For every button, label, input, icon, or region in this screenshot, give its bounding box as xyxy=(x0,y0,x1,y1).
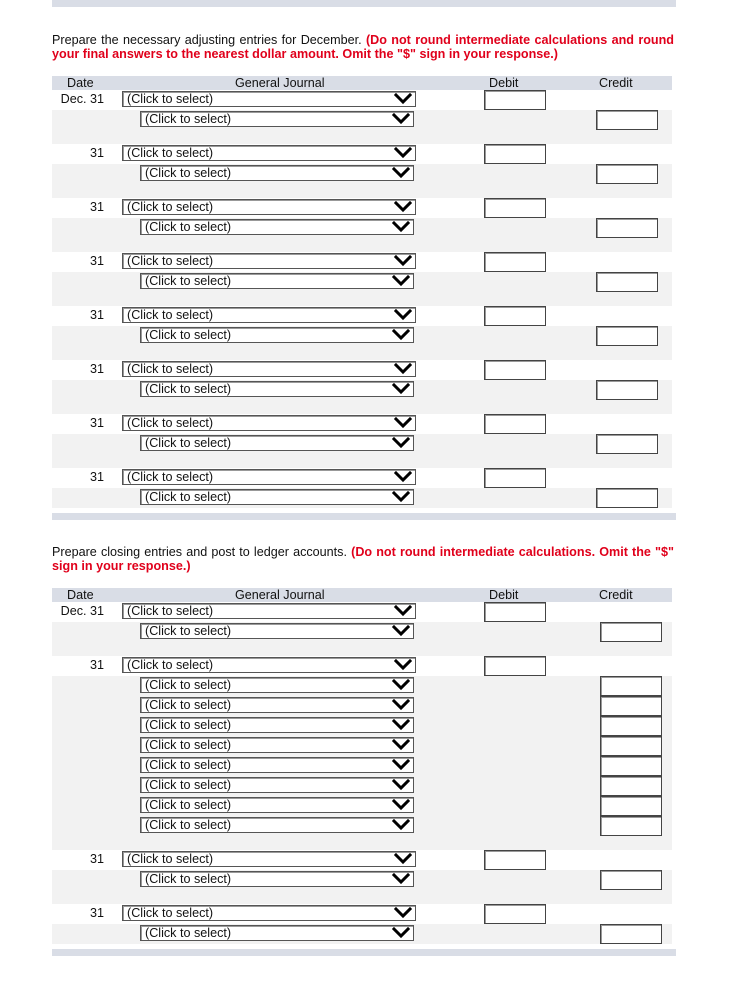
chevron-down-icon xyxy=(394,255,412,267)
select-value: (Click to select) xyxy=(145,758,232,772)
entry-spacer xyxy=(52,400,672,414)
select-value: (Click to select) xyxy=(145,328,232,342)
chevron-down-icon xyxy=(392,221,410,233)
credit-account-select[interactable] xyxy=(140,435,414,451)
credit-account-select[interactable] xyxy=(140,925,414,941)
debit-account-select[interactable] xyxy=(122,307,416,323)
chevron-down-icon xyxy=(392,437,410,449)
journal-row-debit xyxy=(52,360,672,380)
journal-row-debit xyxy=(52,306,672,326)
journal-row-debit xyxy=(52,198,672,218)
adjusting-instructions xyxy=(52,33,674,61)
entry-date: Dec. 31 xyxy=(60,92,104,106)
journal-row-credit xyxy=(52,272,672,292)
credit-amount-input[interactable] xyxy=(600,676,662,696)
select-value: (Click to select) xyxy=(145,678,232,692)
journal-row-credit xyxy=(52,110,672,130)
entry-spacer xyxy=(52,184,672,198)
journal-row-debit xyxy=(52,252,672,272)
date-header: Date xyxy=(67,588,94,602)
chevron-down-icon xyxy=(394,309,412,321)
chevron-down-icon xyxy=(392,927,410,939)
entry-date: 31 xyxy=(89,200,104,214)
debit-account-select[interactable] xyxy=(122,91,416,107)
select-value: (Click to select) xyxy=(127,200,214,214)
entry-spacer xyxy=(52,642,672,656)
chevron-down-icon xyxy=(394,147,412,159)
credit-amount-input[interactable] xyxy=(596,434,658,454)
select-value: (Click to select) xyxy=(145,926,232,940)
chevron-down-icon xyxy=(394,659,412,671)
journal-row-credit xyxy=(52,796,672,816)
journal-row-credit xyxy=(52,870,672,890)
credit-account-select[interactable] xyxy=(140,737,414,753)
entry-date: 31 xyxy=(89,906,104,920)
journal-row-credit xyxy=(52,816,672,836)
chevron-down-icon xyxy=(394,417,412,429)
entry-date: Dec. 31 xyxy=(60,604,104,618)
date-header: Date xyxy=(67,76,94,90)
credit-amount-input[interactable] xyxy=(596,488,658,508)
journal-row-credit xyxy=(52,434,672,454)
entry-spacer xyxy=(52,238,672,252)
chevron-down-icon xyxy=(394,907,412,919)
credit-header: Credit xyxy=(599,588,633,602)
debit-header: Debit xyxy=(489,76,519,90)
debit-account-select[interactable] xyxy=(122,415,416,431)
credit-amount-input[interactable] xyxy=(600,696,662,716)
debit-amount-input[interactable] xyxy=(484,414,546,434)
credit-account-select[interactable] xyxy=(140,697,414,713)
table-header xyxy=(52,76,672,90)
debit-amount-input[interactable] xyxy=(484,850,546,870)
journal-row-debit xyxy=(52,656,672,676)
select-value: (Click to select) xyxy=(145,872,232,886)
entry-date: 31 xyxy=(89,254,104,268)
journal-row-credit xyxy=(52,696,672,716)
chevron-down-icon xyxy=(392,383,410,395)
debit-account-select[interactable] xyxy=(122,603,416,619)
select-value: (Click to select) xyxy=(145,166,232,180)
entry-date: 31 xyxy=(89,852,104,866)
closing-instructions-warning: (Do not round intermediate calculations. Omit the "$" sign in your response.) xyxy=(52,545,674,573)
chevron-down-icon xyxy=(392,491,410,503)
select-value: (Click to select) xyxy=(127,604,214,618)
debit-account-select[interactable] xyxy=(122,469,416,485)
journal-row-credit xyxy=(52,488,672,508)
entry-date: 31 xyxy=(89,146,104,160)
journal-row-credit xyxy=(52,622,672,642)
debit-account-select[interactable] xyxy=(122,905,416,921)
entry-spacer xyxy=(52,292,672,306)
chevron-down-icon xyxy=(392,113,410,125)
select-value: (Click to select) xyxy=(127,906,214,920)
credit-account-select[interactable] xyxy=(140,777,414,793)
credit-amount-input[interactable] xyxy=(600,736,662,756)
entry-spacer xyxy=(52,836,672,850)
credit-account-select[interactable] xyxy=(140,717,414,733)
credit-account-select[interactable] xyxy=(140,165,414,181)
chevron-down-icon xyxy=(394,201,412,213)
chevron-down-icon xyxy=(394,93,412,105)
debit-account-select[interactable] xyxy=(122,199,416,215)
section-divider xyxy=(52,513,676,520)
debit-amount-input[interactable] xyxy=(484,144,546,164)
credit-account-select[interactable] xyxy=(140,219,414,235)
debit-account-select[interactable] xyxy=(122,361,416,377)
credit-account-select[interactable] xyxy=(140,817,414,833)
closing-instructions xyxy=(52,545,674,573)
credit-amount-input[interactable] xyxy=(600,716,662,736)
journal-row-credit xyxy=(52,218,672,238)
entry-date: 31 xyxy=(89,362,104,376)
debit-account-select[interactable] xyxy=(122,253,416,269)
general-journal-header: General Journal xyxy=(235,76,325,90)
debit-amount-input[interactable] xyxy=(484,360,546,380)
chevron-down-icon xyxy=(392,167,410,179)
select-value: (Click to select) xyxy=(127,254,214,268)
adjusting-instructions-warning: (Do not round intermediate calculations and round your final answers to the nearest dollar amount. Omit the "$" sign in your response.) xyxy=(52,33,675,61)
general-journal-header: General Journal xyxy=(235,588,325,602)
select-value: (Click to select) xyxy=(127,146,214,160)
select-value: (Click to select) xyxy=(127,362,214,376)
chevron-down-icon xyxy=(392,739,410,751)
select-value: (Click to select) xyxy=(145,698,232,712)
chevron-down-icon xyxy=(392,329,410,341)
credit-amount-input[interactable] xyxy=(600,816,662,836)
select-value: (Click to select) xyxy=(127,852,214,866)
credit-account-select[interactable] xyxy=(140,327,414,343)
credit-account-select[interactable] xyxy=(140,273,414,289)
credit-account-select[interactable] xyxy=(140,757,414,773)
debit-amount-input[interactable] xyxy=(484,602,546,622)
entry-date: 31 xyxy=(89,416,104,430)
select-value: (Click to select) xyxy=(127,308,214,322)
debit-amount-input[interactable] xyxy=(484,198,546,218)
journal-row-debit xyxy=(52,850,672,870)
credit-amount-input[interactable] xyxy=(596,218,658,238)
debit-account-select[interactable] xyxy=(122,851,416,867)
select-value: (Click to select) xyxy=(145,490,232,504)
debit-account-select[interactable] xyxy=(122,657,416,673)
credit-account-select[interactable] xyxy=(140,797,414,813)
journal-row-debit xyxy=(52,144,672,164)
bottom-divider xyxy=(52,949,676,956)
debit-amount-input[interactable] xyxy=(484,904,546,924)
credit-amount-input[interactable] xyxy=(596,272,658,292)
select-value: (Click to select) xyxy=(127,470,214,484)
credit-amount-input[interactable] xyxy=(596,164,658,184)
credit-amount-input[interactable] xyxy=(596,380,658,400)
journal-row-credit xyxy=(52,756,672,776)
credit-amount-input[interactable] xyxy=(600,756,662,776)
credit-amount-input[interactable] xyxy=(596,110,658,130)
chevron-down-icon xyxy=(394,853,412,865)
chevron-down-icon xyxy=(394,605,412,617)
credit-account-select[interactable] xyxy=(140,381,414,397)
select-value: (Click to select) xyxy=(145,778,232,792)
entry-date: 31 xyxy=(89,308,104,322)
credit-amount-input[interactable] xyxy=(600,870,662,890)
chevron-down-icon xyxy=(392,625,410,637)
entry-spacer xyxy=(52,890,672,904)
journal-row-credit xyxy=(52,716,672,736)
select-value: (Click to select) xyxy=(145,436,232,450)
journal-row-credit xyxy=(52,924,672,944)
closing-instructions-text: Prepare closing entries and post to ledger accounts. xyxy=(52,545,347,559)
journal-row-debit xyxy=(52,414,672,434)
select-value: (Click to select) xyxy=(145,718,232,732)
debit-amount-input[interactable] xyxy=(484,468,546,488)
journal-row-credit xyxy=(52,676,672,696)
select-value: (Click to select) xyxy=(127,658,214,672)
chevron-down-icon xyxy=(392,699,410,711)
credit-amount-input[interactable] xyxy=(600,776,662,796)
credit-account-select[interactable] xyxy=(140,677,414,693)
select-value: (Click to select) xyxy=(145,738,232,752)
select-value: (Click to select) xyxy=(127,416,214,430)
chevron-down-icon xyxy=(392,819,410,831)
chevron-down-icon xyxy=(392,679,410,691)
journal-row-debit xyxy=(52,904,672,924)
debit-amount-input[interactable] xyxy=(484,90,546,110)
chevron-down-icon xyxy=(392,719,410,731)
select-value: (Click to select) xyxy=(145,112,232,126)
journal-row-credit xyxy=(52,164,672,184)
credit-account-select[interactable] xyxy=(140,111,414,127)
credit-amount-input[interactable] xyxy=(600,622,662,642)
select-value: (Click to select) xyxy=(145,818,232,832)
entry-spacer xyxy=(52,454,672,468)
entry-spacer xyxy=(52,346,672,360)
select-value: (Click to select) xyxy=(145,274,232,288)
table-header xyxy=(52,588,672,602)
chevron-down-icon xyxy=(394,363,412,375)
credit-account-select[interactable] xyxy=(140,623,414,639)
credit-account-select[interactable] xyxy=(140,489,414,505)
credit-amount-input[interactable] xyxy=(600,796,662,816)
journal-row-debit xyxy=(52,602,672,622)
journal-row-credit xyxy=(52,736,672,756)
select-value: (Click to select) xyxy=(145,382,232,396)
select-value: (Click to select) xyxy=(145,798,232,812)
select-value: (Click to select) xyxy=(145,624,232,638)
journal-row-credit xyxy=(52,380,672,400)
journal-row-credit xyxy=(52,326,672,346)
chevron-down-icon xyxy=(392,275,410,287)
chevron-down-icon xyxy=(392,759,410,771)
journal-row-credit xyxy=(52,776,672,796)
chevron-down-icon xyxy=(394,471,412,483)
debit-amount-input[interactable] xyxy=(484,306,546,326)
entry-date: 31 xyxy=(89,470,104,484)
select-value: (Click to select) xyxy=(127,92,214,106)
debit-account-select[interactable] xyxy=(122,145,416,161)
debit-amount-input[interactable] xyxy=(484,252,546,272)
debit-header: Debit xyxy=(489,588,519,602)
entry-date: 31 xyxy=(89,658,104,672)
debit-amount-input[interactable] xyxy=(484,656,546,676)
select-value: (Click to select) xyxy=(145,220,232,234)
chevron-down-icon xyxy=(392,779,410,791)
credit-amount-input[interactable] xyxy=(596,326,658,346)
journal-row-debit xyxy=(52,90,672,110)
credit-header: Credit xyxy=(599,76,633,90)
adjusting-instructions-text: Prepare the necessary adjusting entries for December. xyxy=(52,33,362,47)
credit-amount-input[interactable] xyxy=(600,924,662,944)
credit-account-select[interactable] xyxy=(140,871,414,887)
entry-spacer xyxy=(52,130,672,144)
chevron-down-icon xyxy=(392,873,410,885)
top-divider xyxy=(52,0,676,7)
chevron-down-icon xyxy=(392,799,410,811)
journal-row-debit xyxy=(52,468,672,488)
